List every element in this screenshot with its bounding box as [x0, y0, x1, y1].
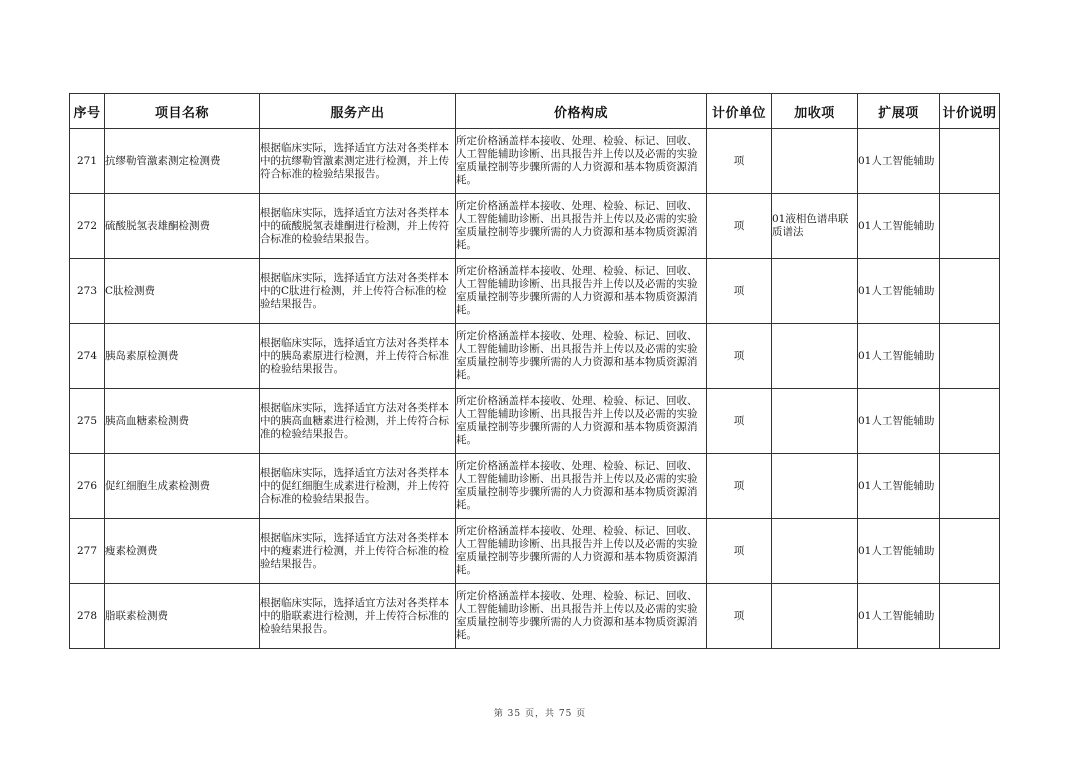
cell-surcharge: [772, 584, 858, 649]
cell-price-composition: 所定价格涵盖样本接收、处理、检验、标记、回收、人工智能辅助诊断、出具报告并上传以及必需的实验室质量控制等步骤所需的人力资源和基本物质资源消耗。: [456, 259, 707, 324]
cell-price-composition: 所定价格涵盖样本接收、处理、检验、标记、回收、人工智能辅助诊断、出具报告并上传以及必需的实验室质量控制等步骤所需的人力资源和基本物质资源消耗。: [456, 584, 707, 649]
cell-surcharge: [772, 259, 858, 324]
cell-extension: 01人工智能辅助: [858, 259, 940, 324]
cell-pricing-unit: 项: [707, 324, 772, 389]
cell-price-composition: 所定价格涵盖样本接收、处理、检验、标记、回收、人工智能辅助诊断、出具报告并上传以及必需的实验室质量控制等步骤所需的人力资源和基本物质资源消耗。: [456, 129, 707, 194]
cell-extension: 01人工智能辅助: [858, 519, 940, 584]
cell-price-composition: 所定价格涵盖样本接收、处理、检验、标记、回收、人工智能辅助诊断、出具报告并上传以及必需的实验室质量控制等步骤所需的人力资源和基本物质资源消耗。: [456, 194, 707, 259]
cell-seq: 277: [70, 519, 105, 584]
cell-surcharge: [772, 324, 858, 389]
cell-item-name: 胰岛素原检测费: [105, 324, 260, 389]
cell-item-name: 胰高血糖素检测费: [105, 389, 260, 454]
cell-item-name: 瘦素检测费: [105, 519, 260, 584]
cell-service-output: 根据临床实际，选择适宜方法对各类样本中的胰高血糖素进行检测，并上传符合标准的检验结果报告。: [260, 389, 456, 454]
table-row: [70, 584, 1000, 649]
table-row: [70, 259, 1000, 324]
page-number-footer: 第 35 页，共 75 页: [493, 709, 587, 719]
cell-price-composition: 所定价格涵盖样本接收、处理、检验、标记、回收、人工智能辅助诊断、出具报告并上传以及必需的实验室质量控制等步骤所需的人力资源和基本物质资源消耗。: [456, 519, 707, 584]
cell-pricing-unit: 项: [707, 519, 772, 584]
cell-seq: 274: [70, 324, 105, 389]
cell-extension: 01人工智能辅助: [858, 584, 940, 649]
cell-surcharge: [772, 454, 858, 519]
table-row: [70, 389, 1000, 454]
cell-pricing-note: [940, 324, 1000, 389]
cell-surcharge: [772, 389, 858, 454]
cell-extension: 01人工智能辅助: [858, 194, 940, 259]
table-row: [70, 519, 1000, 584]
cell-pricing-note: [940, 194, 1000, 259]
table-row: [70, 194, 1000, 259]
cell-seq: 276: [70, 454, 105, 519]
cell-pricing-unit: 项: [707, 194, 772, 259]
header-extension: 扩展项: [858, 94, 940, 129]
cell-item-name: 促红细胞生成素检测费: [105, 454, 260, 519]
cell-surcharge: 01液相色谱串联质谱法: [772, 194, 858, 259]
cell-service-output: 根据临床实际，选择适宜方法对各类样本中的脂联素进行检测，并上传符合标准的检验结果报告。: [260, 584, 456, 649]
cell-price-composition: 所定价格涵盖样本接收、处理、检验、标记、回收、人工智能辅助诊断、出具报告并上传以及必需的实验室质量控制等步骤所需的人力资源和基本物质资源消耗。: [456, 389, 707, 454]
cell-pricing-unit: 项: [707, 259, 772, 324]
cell-pricing-note: [940, 454, 1000, 519]
cell-service-output: 根据临床实际，选择适宜方法对各类样本中的抗缪勒管激素测定进行检测，并上传符合标准的检验结果报告。: [260, 129, 456, 194]
cell-item-name: C肽检测费: [105, 259, 260, 324]
table-row: [70, 129, 1000, 194]
cell-service-output: 根据临床实际，选择适宜方法对各类样本中的促红细胞生成素进行检测，并上传符合标准的检验结果报告。: [260, 454, 456, 519]
cell-item-name: 抗缪勒管激素测定检测费: [105, 129, 260, 194]
cell-seq: 271: [70, 129, 105, 194]
cell-pricing-unit: 项: [707, 129, 772, 194]
header-pricing-unit: 计价单位: [707, 94, 772, 129]
table-row: [70, 454, 1000, 519]
cell-service-output: 根据临床实际，选择适宜方法对各类样本中的硫酸脱氢表雄酮进行检测，并上传符合标准的检验结果报告。: [260, 194, 456, 259]
cell-seq: 275: [70, 389, 105, 454]
cell-surcharge: [772, 519, 858, 584]
cell-pricing-note: [940, 519, 1000, 584]
cell-service-output: 根据临床实际，选择适宜方法对各类样本中的胰岛素原进行检测，并上传符合标准的检验结果报告。: [260, 324, 456, 389]
cell-item-name: 脂联素检测费: [105, 584, 260, 649]
header-price-composition: 价格构成: [456, 94, 707, 129]
cell-service-output: 根据临床实际，选择适宜方法对各类样本中的瘦素进行检测，并上传符合标准的检验结果报告。: [260, 519, 456, 584]
cell-seq: 273: [70, 259, 105, 324]
cell-extension: 01人工智能辅助: [858, 324, 940, 389]
header-service-output: 服务产出: [260, 94, 456, 129]
cell-extension: 01人工智能辅助: [858, 389, 940, 454]
cell-extension: 01人工智能辅助: [858, 454, 940, 519]
cell-service-output: 根据临床实际，选择适宜方法对各类样本中的C肽进行检测，并上传符合标准的检验结果报告。: [260, 259, 456, 324]
cell-seq: 278: [70, 584, 105, 649]
header-pricing-note: 计价说明: [940, 94, 1000, 129]
header-item-name: 项目名称: [105, 94, 260, 129]
cell-price-composition: 所定价格涵盖样本接收、处理、检验、标记、回收、人工智能辅助诊断、出具报告并上传以及必需的实验室质量控制等步骤所需的人力资源和基本物质资源消耗。: [456, 454, 707, 519]
table-header-row: [70, 94, 1000, 129]
cell-pricing-unit: 项: [707, 389, 772, 454]
header-surcharge: 加收项: [772, 94, 858, 129]
cell-surcharge: [772, 129, 858, 194]
header-seq: 序号: [70, 94, 105, 129]
table-row: [70, 324, 1000, 389]
price-table: [69, 93, 1000, 649]
cell-extension: 01人工智能辅助: [858, 129, 940, 194]
cell-pricing-note: [940, 129, 1000, 194]
cell-pricing-unit: 项: [707, 454, 772, 519]
cell-pricing-note: [940, 584, 1000, 649]
cell-seq: 272: [70, 194, 105, 259]
cell-item-name: 硫酸脱氢表雄酮检测费: [105, 194, 260, 259]
cell-pricing-note: [940, 259, 1000, 324]
cell-pricing-note: [940, 389, 1000, 454]
cell-pricing-unit: 项: [707, 584, 772, 649]
cell-price-composition: 所定价格涵盖样本接收、处理、检验、标记、回收、人工智能辅助诊断、出具报告并上传以及必需的实验室质量控制等步骤所需的人力资源和基本物质资源消耗。: [456, 324, 707, 389]
